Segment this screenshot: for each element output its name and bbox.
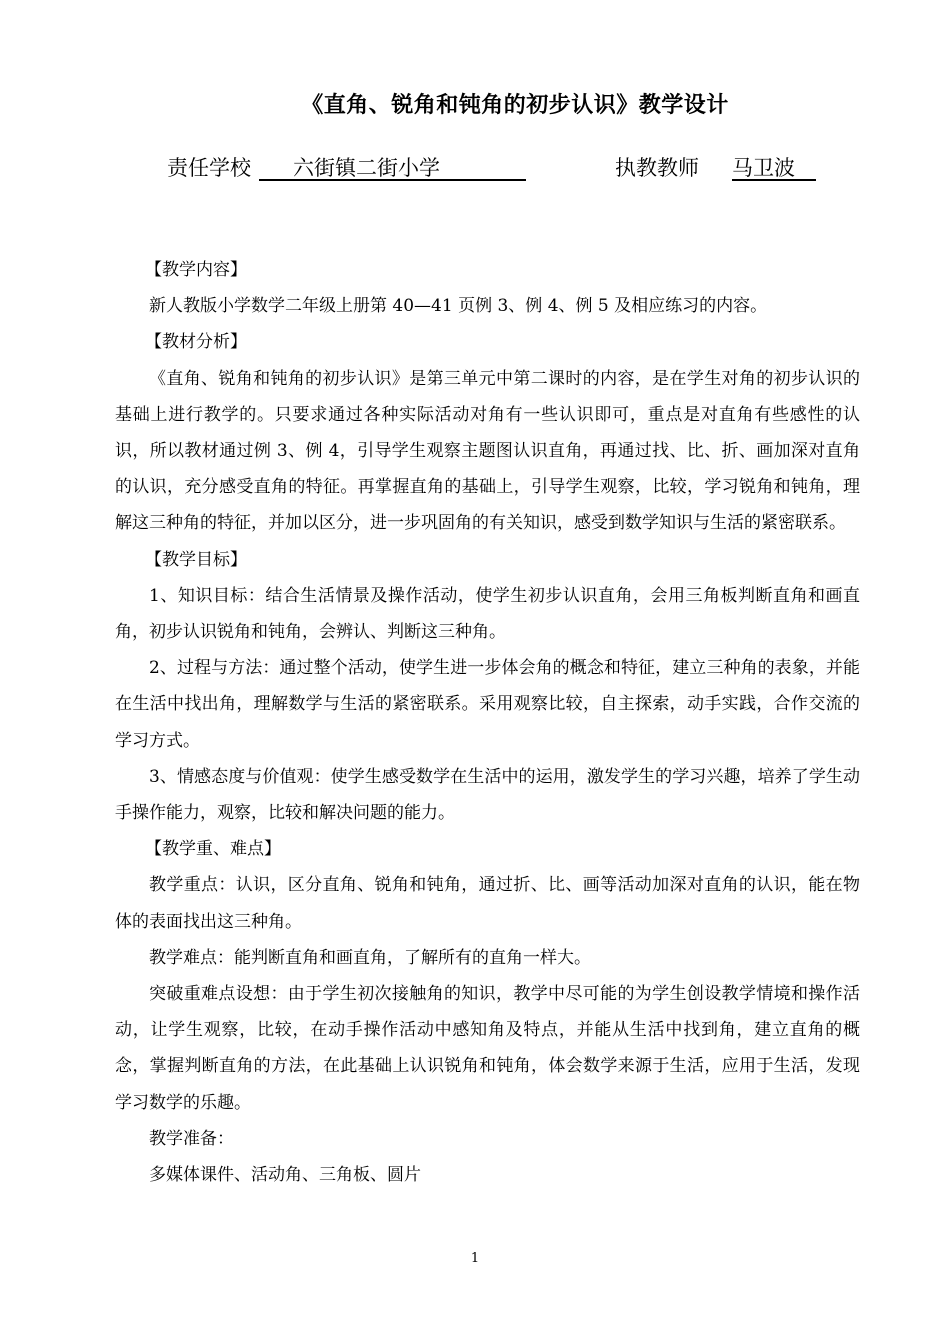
- section-heading-goals: 【教学目标】: [145, 549, 247, 570]
- difficulty-paragraph: 教学难点：能判断直角和画直角，了解所有的直角一样大。: [149, 947, 591, 968]
- document-body: [115, 252, 860, 1193]
- goal-paragraph-2: 2、过程与方法：通过整个活动，使学生进一步体会角的概念和特征，建立三种角的表象，并能在生活中找出角，理解数学与生活的紧密联系。采用观察比较，自主探索，动手实践，合作交流的学习方式。: [115, 658, 860, 751]
- info-row: [167, 148, 827, 182]
- prep-paragraph: 多媒体课件、活动角、三角板、圆片: [149, 1165, 421, 1186]
- content-paragraph: 新人教版小学数学二年级上册第 40—41 页例 3、例 4、例 5 及相应练习的内容。: [149, 296, 768, 317]
- breakthrough-paragraph: 突破重难点设想：由于学生初次接触角的知识，教学中尽可能的为学生创设教学情境和操作活动，让学生观察，比较，在动手操作活动中感知角及特点，并能从生活中找到角，建立直角的概念，掌握判断直角的方法，在此基础上认识锐角和钝角，体会数学来源于生活，应用于生活，发现学习数学的乐趣。: [115, 984, 860, 1113]
- key-point-paragraph: 教学重点：认识，区分直角、锐角和钝角，通过折、比、画等活动加深对直角的认识，能在物体的表面找出这三种角。: [115, 875, 860, 932]
- page-title: 《直角、锐角和钝角的初步认识》教学设计: [301, 93, 729, 118]
- prep-heading: 教学准备：: [149, 1128, 234, 1149]
- school-value: 六街镇二街小学: [259, 152, 526, 181]
- goal-paragraph-1: 1、知识目标：结合生活情景及操作活动，使学生初步认识直角，会用三角板判断直角和画直角，初步认识锐角和钝角，会辨认、判断这三种角。: [115, 585, 860, 643]
- teacher-value: 马卫波: [732, 152, 816, 181]
- page-number: 1: [470, 1251, 480, 1266]
- school-label: 责任学校: [167, 156, 251, 180]
- analysis-paragraph: 《直角、锐角和钝角的初步认识》是第三单元中第二课时的内容，是在学生对角的初步认识的基础上进行教学的。只要求通过各种实际活动对角有一些认识即可，重点是对直角有些感性的认识，所以教材通过例 3、例 4，引导学生观察主题图认识直角，再通过找、比、折、画加深对直角的认识，充分感受直角的特征。再掌握直角的基础上，引导学生观察，比较，学习锐角和钝角，理解这三种角的特征，并加以区分，进一步巩固角的有关知识，感受到数学知识与生活的紧密联系。: [115, 368, 860, 534]
- section-heading-key-points: 【教学重、难点】: [145, 839, 281, 860]
- section-heading-analysis: 【教材分析】: [145, 332, 247, 353]
- goal-paragraph-3: 3、情感态度与价值观：使学生感受数学在生活中的运用，激发学生的学习兴趣，培养了学生动手操作能力，观察，比较和解决问题的能力。: [115, 766, 860, 824]
- teacher-label: 执教教师: [615, 156, 699, 180]
- section-heading-content: 【教学内容】: [145, 260, 247, 280]
